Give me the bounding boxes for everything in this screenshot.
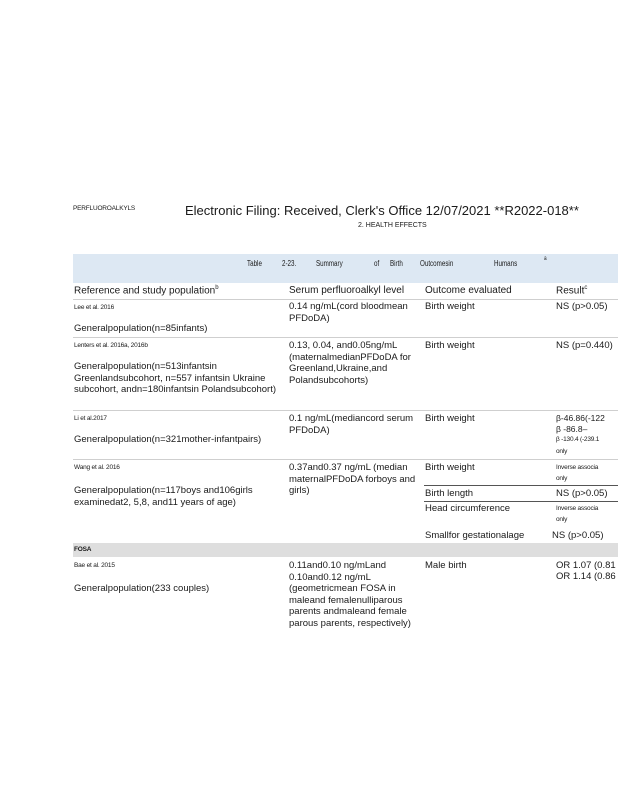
outcome-evaluated: Male birth [425, 560, 467, 571]
caption-word: Humans [494, 259, 518, 268]
outcome-evaluated: Birth length [425, 488, 474, 499]
outcome-evaluated: Birth weight [425, 301, 475, 312]
result: NS (p=0.440) [556, 340, 613, 351]
result-line: β-46.86(-122 [556, 413, 605, 423]
result: NS (p>0.05) [556, 301, 608, 312]
result-line: only [556, 516, 568, 523]
outcome-evaluated: Smallfor gestationalage [425, 530, 525, 541]
caption-word: Summary [316, 259, 343, 268]
serum-level: 0.13, 0.04, and0.05ng/mL (maternalmedianPFDoDA for Greenland,Ukraine,and Polandsubcohorts) [289, 340, 411, 386]
caption-word: Birth [390, 259, 403, 268]
study-population: Generalpopulation(n=117boys and106girls examinedat2, 5,8, and11 years of age) [74, 485, 253, 508]
serum-level: 0.11and0.10 ng/mLand 0.10and0.12 ng/mL (geometricmean FOSA in maleand femalenulliparous parents andmaleand female parous parents, respectively) [289, 560, 411, 629]
study-reference: Lenters et al. 2016a, 2016b [74, 342, 148, 349]
outcome-evaluated: Head circumference [425, 503, 511, 514]
result-line: OR 1.07 (0.81 [556, 560, 616, 571]
outcome-evaluated: Birth weight [425, 413, 475, 424]
col-header-result: Result$^c$ [556, 285, 588, 297]
study-population: Generalpopulation(n=321mother-infantpairs) [74, 434, 262, 445]
study-population: Generalpopulation(n=85infants) [74, 323, 208, 334]
row-divider [73, 299, 618, 300]
result-line: β -86.8– [556, 424, 588, 434]
result-line: Inverse associa [556, 464, 599, 471]
result-line: only [556, 448, 568, 455]
col-header-reference: Reference and study population$^b$ [74, 285, 219, 297]
row-divider [424, 485, 618, 486]
result-line: OR 1.14 (0.86 [556, 571, 616, 582]
running-header: PERFLUOROALKYLS [73, 205, 136, 212]
col-header-serum: Serum perfluoroalkyl level [289, 285, 405, 296]
outcome-evaluated: Birth weight [425, 340, 475, 351]
caption-word: Outcomesin [420, 259, 454, 268]
study-reference: Li et al.2017 [74, 415, 107, 422]
caption-footnote-marker: a [544, 256, 547, 262]
col-header-outcome: Outcome evaluated [425, 285, 512, 296]
row-divider [73, 459, 618, 460]
table-caption-band [73, 254, 618, 283]
caption-word: Table [247, 259, 262, 268]
result: NS (p>0.05) [556, 488, 608, 499]
study-population: Generalpopulation(n=513infantsin Greenlandsubcohort, n=557 infantsin Ukraine subcohort, andn=180infantsin Polandsubcohort) [74, 361, 277, 395]
caption-word: of [374, 259, 380, 268]
filing-stamp: Electronic Filing: Received, Clerk's Office 12/07/2021 **R2022-018** [185, 203, 579, 218]
section-title: 2. HEALTH EFFECTS [358, 222, 427, 229]
result-line: only [556, 475, 568, 482]
row-divider [424, 501, 618, 502]
study-reference: Wang et al. 2016 [74, 464, 120, 471]
section-label-fosa: FOSA [74, 546, 92, 553]
study-population: Generalpopulation(233 couples) [74, 583, 210, 594]
section-band-fosa [73, 543, 618, 557]
row-divider [73, 337, 618, 338]
result-line: Inverse associa [556, 505, 599, 512]
serum-level: 0.37and0.37 ng/mL (median maternalPFDoDA forboys and girls) [289, 462, 416, 496]
study-reference: Lee et al. 2016 [74, 304, 115, 311]
result-line: β -130.4 (-239.1 [556, 436, 600, 443]
study-reference: Bae et al. 2015 [74, 562, 115, 569]
row-divider [73, 410, 618, 411]
result: NS (p>0.05) [552, 530, 604, 541]
outcome-evaluated: Birth weight [425, 462, 475, 473]
serum-level: 0.14 ng/mL(cord bloodmean PFDoDA) [289, 301, 408, 324]
caption-word: 2-23. [282, 259, 297, 268]
serum-level: 0.1 ng/mL(mediancord serum PFDoDA) [289, 413, 414, 436]
